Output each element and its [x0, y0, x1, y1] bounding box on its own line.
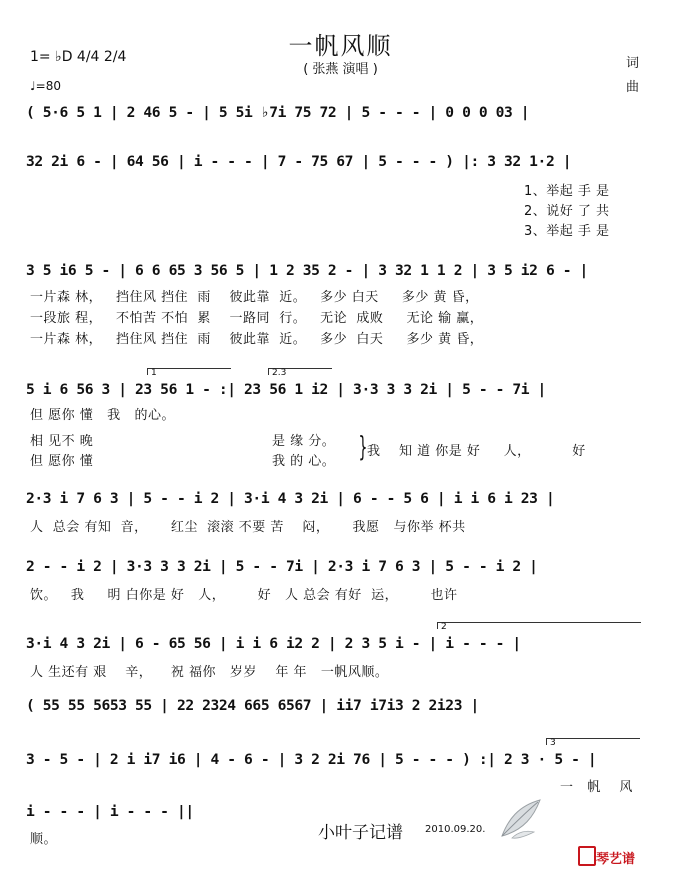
lyric-line-4b-3: 但 愿你 懂	[30, 454, 94, 469]
song-title: 一帆风顺	[288, 32, 393, 60]
staff-line-6: 2 - - i 2 | 3·3 3 3 2i | 5 - - 7i | 2·3 i 7 6 3 | 5 - - i 2 |	[26, 558, 538, 575]
lyric-line-5: 人 总会 有知 音， 红尘 滚滚 不要 苦 闷， 我愿 与你举 杯共	[30, 520, 466, 535]
key-signature: 1= ♭D 4/4 2/4	[30, 49, 127, 65]
lyric-line-10: 顺。	[30, 832, 58, 847]
verse-lyric-1: 一片森 林， 挡住风 挡住 雨 彼此靠 近。 多少 白天 多少 黄 昏，	[30, 290, 479, 305]
volta-second-third-ending: 2.3	[268, 368, 332, 375]
tempo-marking: ♩=80	[30, 79, 61, 93]
staff-line-10: i - - - | i - - - ||	[26, 803, 194, 820]
staff-line-2: 32 2i 6 - | 64 56 | i - - - | 7 - 75 67 | 5 - - - ) |: 3 32 1·2 |	[26, 153, 572, 170]
singer-credit: ( 张燕 演唱 )	[303, 62, 378, 77]
verse-lyric-3: 一片森 林， 挡住风 挡住 雨 彼此靠 近。 多少 白天 多少 黄 昏，	[30, 332, 484, 347]
composer-label: 曲	[626, 80, 640, 95]
staff-line-3: 3 5 i6 5 - | 6 6 65 3 56 5 | 1 2 35 2 - | 3 32 1 1 2 | 3 5 i2 6 - |	[26, 262, 588, 279]
pickup-lyric-verse-1: 1、举起 手 是	[524, 184, 610, 199]
lyric-line-4b-2: 是 缘 分。	[272, 434, 336, 449]
lyric-line-7: 人 生还有 艰 辛， 祝 福你 岁岁 年 年 一帆风顺。	[30, 665, 389, 680]
staff-line-7: 3·i 4 3 2i | 6 - 65 56 | i i 6 i2 2 | 2 3 5 i - | i - - - |	[26, 635, 521, 652]
staff-line-1: ( 5·6 5 1 | 2 46 5 - | 5 5i ♭7i 75 72 | 5 - - - | 0 0 0 03 |	[26, 104, 530, 121]
staff-line-5: 2·3 i 7 6 3 | 5 - - i 2 | 3·i 4 3 2i | 6 - - 5 6 | i i 6 i 23 |	[26, 490, 555, 507]
brand-logo-icon	[578, 846, 596, 866]
lyric-line-4b-1: 相 见不 晚	[30, 434, 94, 449]
lyric-line-6: 饮。 我 明 白你是 好 人， 好 人 总会 有好 运， 也许	[30, 588, 458, 603]
leaf-icon	[498, 796, 544, 840]
lyric-line-4c: 我 知 道 你是 好 人， 好	[367, 444, 586, 459]
lyric-brace: }	[358, 430, 368, 463]
volta-first-ending: 1	[147, 368, 231, 375]
lyricist-label: 词	[626, 56, 640, 71]
lyric-line-4a: 但 愿你 懂 我 的心。	[30, 408, 176, 423]
verse-lyric-2: 一段旅 程， 不怕苦 不怕 累 一路同 行。 无论 成败 无论 输 赢，	[30, 311, 484, 326]
lyric-line-4b-4: 我 的 心。	[272, 454, 336, 469]
brand-name: 琴艺谱	[596, 852, 636, 867]
pickup-lyric-verse-2: 2、说好 了 共	[524, 204, 610, 219]
volta-second-ending: 2	[437, 622, 641, 629]
volta-third-ending: 3	[546, 738, 640, 745]
staff-line-4: 5 i 6 56 3 | 23 56 1 - :| 23 56 1 i2 | 3·3 3 3 2i | 5 - - 7i |	[26, 381, 546, 398]
transcriber-signature: 小叶子记谱	[318, 823, 403, 843]
pickup-lyric-verse-3: 3、举起 手 是	[524, 224, 610, 239]
transcription-date: 2010.09.20.	[425, 824, 486, 835]
staff-line-9: 3 - 5 - | 2 i i7 i6 | 4 - 6 - | 3 2 2i 76 | 5 - - - ) :| 2 3 · 5 - |	[26, 751, 597, 768]
lyric-line-9: 一 帆 风	[560, 780, 633, 795]
staff-line-8: ( 55 55 5653 55 | 22 2324 665 6567 | ii7 i7i3 2 2i23 |	[26, 697, 479, 714]
